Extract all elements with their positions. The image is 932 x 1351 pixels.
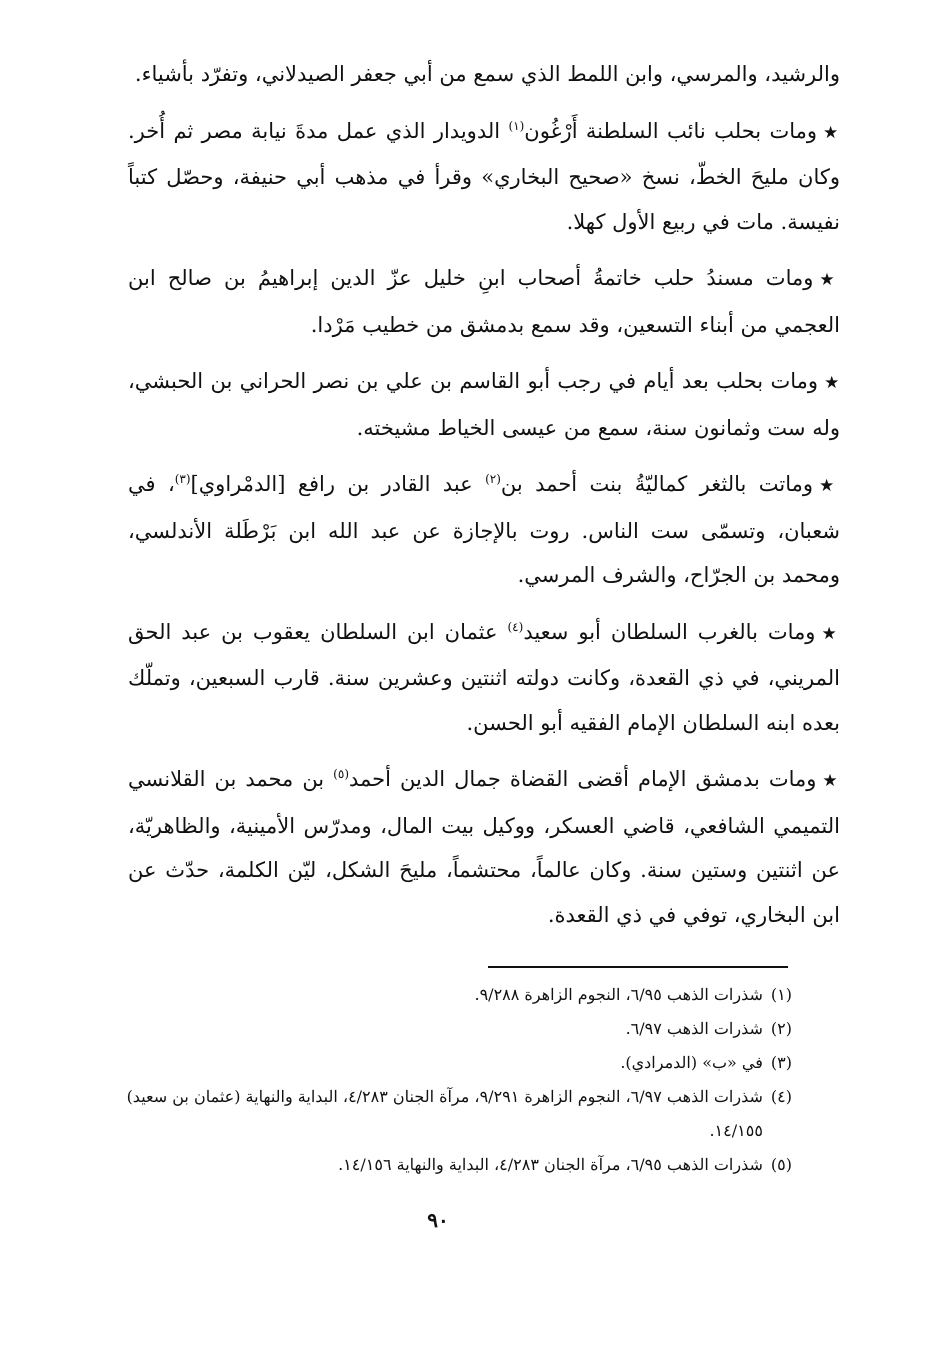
main-text — [128, 52, 840, 949]
paragraph-text: والرشيد، والمرسي، وابن اللمط الذي سمع من أبي جعفر الصيدلاني، وتفرّد بأشياء. — [134, 62, 840, 86]
footnote-number: (٣) — [770, 1053, 792, 1072]
footnote-ref: (٥) — [333, 767, 349, 781]
footnote-ref: (٢) — [485, 472, 501, 486]
footnote-number: (١) — [770, 985, 792, 1004]
footnote-text: شذرات الذهب ٦/٩٧. — [625, 1019, 763, 1038]
star-icon: ★ — [819, 476, 840, 496]
paragraph-text: ومات بالغرب السلطان أبو سعيد — [523, 619, 816, 644]
paragraph-text: الدويدار الذي عمل مدةَ نيابة مصر ثم أُخر. وكان مليحَ الخطّ، نسخ «صحيح البخاري» وقرأ في مذهب أبي حنيفة، وحصّل كتباً نفيسة. مات في ربيع الأول كهلا. — [128, 118, 840, 234]
footnote-text: شذرات الذهب ٦/٩٧، النجوم الزاهرة ٩/٢٩١، مرآة الجنان ٤/٢٨٣، البداية والنهاية (عثمان بن سعيد) ١٤/١٥٥. — [126, 1087, 763, 1140]
paragraph — [128, 610, 840, 746]
star-icon: ★ — [823, 122, 840, 143]
footnote — [82, 1046, 792, 1080]
footnote — [82, 1012, 792, 1046]
footnote — [82, 978, 792, 1012]
footnotes — [82, 978, 792, 1182]
paragraph — [128, 359, 840, 450]
paragraph — [128, 462, 840, 598]
paragraph-text: ، في شعبان، وتسمّى ست الناس. روت بالإجازة عن عبد الله ابن بَرْطَلة الأندلسي، ومحمد بن الجرّاح، والشرف المرسي. — [128, 472, 840, 587]
footnote-divider — [488, 966, 788, 968]
paragraph-text: ومات بحلب نائب السلطنة أَرْغُون — [524, 118, 818, 143]
star-icon: ★ — [824, 373, 840, 393]
paragraph-text: ومات مسندُ حلب خاتمةُ أصحاب ابنِ خليل عزّ الدين إبراهيمُ بن صالح ابن العجمي من أبناء التسعين، وقد سمع بدمشق من خطيب مَرْدا. — [128, 266, 840, 337]
footnote-ref: (٣) — [174, 472, 191, 486]
paragraph — [128, 109, 840, 245]
footnote — [82, 1148, 792, 1182]
footnote-text: شذرات الذهب ٦/٩٥، النجوم الزاهرة ٩/٢٨٨. — [474, 985, 763, 1004]
paragraph-text: عثمان ابن السلطان يعقوب بن عبد الحق المريني، في ذي القعدة، وكانت دولته اثنتين وعشرين سنة. قارب السبعين، وتملّك بعده ابنه السلطان الإمام الفقيه أبو الحسن. — [128, 619, 840, 735]
footnote-ref: (٤) — [507, 619, 524, 634]
footnote-text: في «ب» (الدمرادي). — [620, 1053, 763, 1072]
star-icon: ★ — [819, 270, 840, 290]
footnote-ref: (١) — [508, 118, 525, 133]
footnote-number: (٤) — [770, 1087, 792, 1106]
paragraph-text: ومات بحلب بعد أيام في رجب أبو القاسم بن علي بن نصر الحراني بن الحبشي، وله ست وثمانون سنة، سمع من عيسى الخياط مشيخته. — [128, 369, 840, 440]
paragraph-text: وماتت بالثغر كماليّةُ بنت أحمد بن — [500, 472, 814, 496]
footnote — [82, 1080, 792, 1148]
star-icon: ★ — [821, 623, 840, 644]
paragraph — [128, 52, 840, 97]
page-number: ٩٠ — [427, 1208, 449, 1232]
paragraph — [128, 757, 840, 937]
paragraph-text: بن محمد بن القلانسي التميمي الشافعي، قاضي العسكر، ووكيل بيت المال، ومدرّس الأمينية، والظاهريّة، عن اثنتين وستين سنة. وكان عالماً، محتشماً، مليحَ الشكل، ليّن الكلمة، حدّث عن ابن البخاري، توفي في ذي القعدة. — [128, 767, 840, 927]
paragraph — [128, 256, 840, 347]
footnote-number: (٢) — [770, 1019, 792, 1038]
paragraph-text: ومات بدمشق الإمام أقضى القضاة جمال الدين أحمد — [349, 767, 817, 791]
footnote-number: (٥) — [770, 1155, 792, 1174]
star-icon: ★ — [822, 771, 840, 791]
paragraph-text: عبد القادر بن رافع [الدمْراوي] — [190, 472, 486, 496]
footnote-text: شذرات الذهب ٦/٩٥، مرآة الجنان ٤/٢٨٣، البداية والنهاية ١٤/١٥٦. — [338, 1155, 763, 1174]
